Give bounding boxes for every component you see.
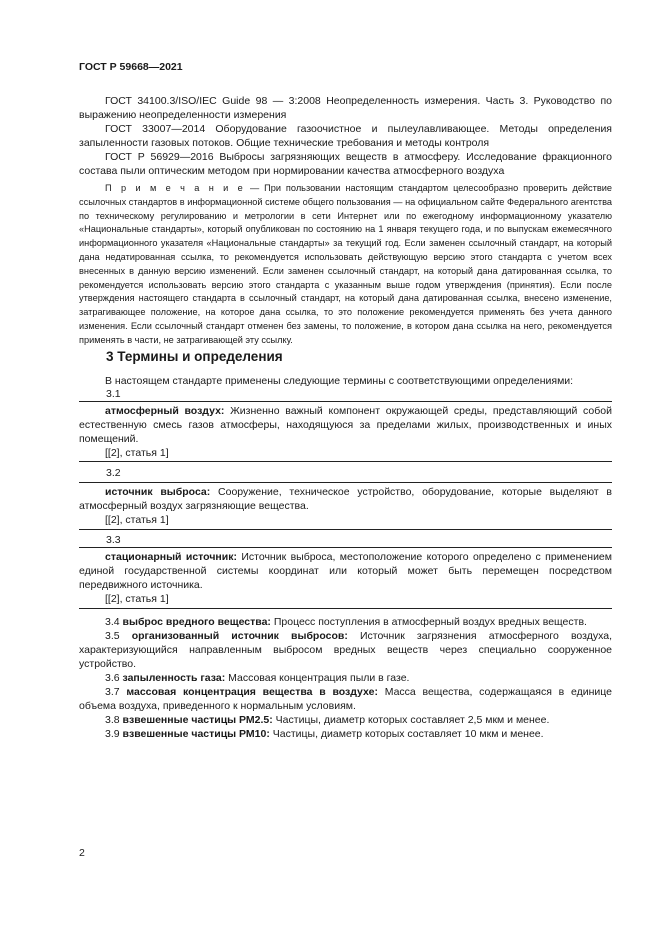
reference-item: ГОСТ Р 56929—2016 Выбросы загрязняющих веществ в атмосферу. Исследование фракционного состава пыли оптическим методом при нормировании качества атмосферного воздуха xyxy=(79,151,612,177)
term-number: 3.3 xyxy=(106,534,121,546)
terms-list xyxy=(79,615,612,741)
term-box xyxy=(79,401,612,462)
section-title: 3 Термины и определения xyxy=(106,349,283,364)
term-name: источник выброса: xyxy=(105,486,211,498)
term-definition: стационарный источник: Источник выброса, местоположение которого определено с применением единой государственной системы координат или который может быть перемещен посредством передвижного источника. xyxy=(79,551,612,591)
term-definition: 3.5 организованный источник выбросов: Источник загрязнения атмосферного воздуха, характеризующийся направленным выбросом вредных веществ через специально сооруженное устройство. xyxy=(79,630,612,670)
term-box xyxy=(79,547,612,609)
term-name: стационарный источник: xyxy=(105,551,237,563)
note-label: П р и м е ч а н и е xyxy=(105,183,245,193)
term-name: взвешенные частицы РМ2.5: xyxy=(122,714,273,726)
note-paragraph xyxy=(79,182,612,348)
term-definition: атмосферный воздух: Жизненно важный компонент окружающей среды, представляющий собой естественную смесь газов атмосферы, находящуюся за пределами жилых, производственных и иных помещений. xyxy=(79,405,612,445)
term-definition: 3.4 выброс вредного вещества: Процесс поступления в атмосферный воздух вредных веществ. xyxy=(105,616,587,628)
term-definition: источник выброса: Сооружение, техническое устройство, оборудование, которые выделяют в атмосферный воздух загрязняющие вещества. xyxy=(79,486,613,512)
term-definition: 3.9 взвешенные частицы РМ10: Частицы, диаметр которых составляет 10 мкм и менее. xyxy=(105,728,544,740)
term-source: [[2], статья 1] xyxy=(105,514,169,526)
term-definition: 3.6 запыленность газа: Массовая концентрация пыли в газе. xyxy=(105,672,410,684)
references-list xyxy=(79,94,612,178)
page-number: 2 xyxy=(79,847,85,859)
term-name: атмосферный воздух: xyxy=(105,405,225,417)
term-name: массовая концентрация вещества в воздухе: xyxy=(126,686,378,698)
term-source: [[2], статья 1] xyxy=(105,447,169,459)
term-name: выброс вредного вещества: xyxy=(122,616,271,628)
term-source: [[2], статья 1] xyxy=(105,593,169,605)
term-definition: 3.8 взвешенные частицы РМ2.5: Частицы, диаметр которых составляет 2,5 мкм и менее. xyxy=(105,714,550,726)
term-definition: 3.7 массовая концентрация вещества в воздухе: Масса вещества, содержащаяся в единице объема воздуха, приведенного к нормальным условиям. xyxy=(79,686,613,712)
note-text: — При пользовании настоящим стандартом целесообразно проверить действие ссылочных стандартов в информационной системе общего пользования — на официальном сайте Федерального агентства по техническому регулированию и метрологии в сети Интернет или по ежегодному информационному указателю «Национальные стандарты», который опубликован по состоянию на 1 января текущего года, и по выпускам ежемесячного информационного указателя «Национальные стандарты» за текущий год. Если заменен ссылочный стандарт, на который дана недатированная ссылка, то рекомендуется использовать действующую версию этого стандарта с учетом всех внесенных в данную версию изменений. Если заменен ссылочный стандарт, на который дана датированная ссылка, то рекомендуется использовать версию этого стандарта с указанным выше годом утверждения (принятия). Если после утверждения настоящего стандарта в ссылочный стандарт, на который дана датированная ссылка, внесено изменение, затрагивающее положение, на которое дана ссылка, то это положение рекомендуется применять без учета данного изменения. Если ссылочный стандарт отменен без замены, то положение, в котором дана ссылка на него, рекомендуется применять в части, не затрагивающей эту ссылку. xyxy=(79,183,612,345)
note-block xyxy=(79,182,612,348)
section-intro: В настоящем стандарте применены следующие термины с соответствующими определениями: xyxy=(105,375,574,387)
reference-item: ГОСТ 33007—2014 Оборудование газоочистное и пылеулавливающее. Методы определения запыленности газовых потоков. Общие технические требования и методы контроля xyxy=(79,123,612,149)
term-name: взвешенные частицы РМ10: xyxy=(122,728,270,740)
document-header: ГОСТ Р 59668—2021 xyxy=(79,61,183,73)
reference-item: ГОСТ 34100.3/ISO/IEC Guide 98 — 3:2008 Неопределенность измерения. Часть 3. Руководство по выражению неопределенности измерения xyxy=(79,95,612,121)
term-name: организованный источник выбросов: xyxy=(131,630,348,642)
term-number: 3.1 xyxy=(106,388,121,400)
term-box xyxy=(79,482,612,530)
term-number: 3.2 xyxy=(106,467,121,479)
term-name: запыленность газа: xyxy=(122,672,226,684)
